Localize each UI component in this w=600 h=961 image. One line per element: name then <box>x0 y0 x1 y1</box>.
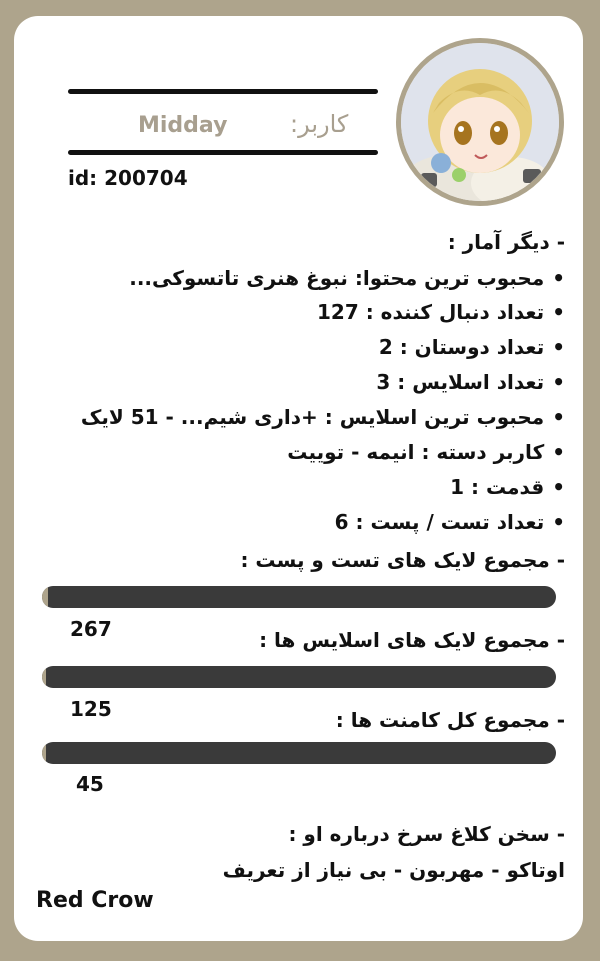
quote-heading: - سخن کلاغ سرخ درباره او : <box>288 822 565 846</box>
user-id: id: 200704 <box>68 166 188 190</box>
stat-seniority: • قدمت : 1 <box>450 475 565 499</box>
stat-user-category: • کاربر دسته : انیمه - توییت <box>287 440 565 464</box>
stat-slices: • تعداد اسلایس : 3 <box>376 370 565 394</box>
stat-favorite-slice: • محبوب ترین اسلایس : +داری شیم... - 51 لایک <box>81 405 565 429</box>
signature: Red Crow <box>36 888 154 913</box>
total-comments-value: 45 <box>76 772 104 796</box>
total-likes-slices-bar <box>42 666 556 688</box>
total-comments-label: - مجموع کل کامنت ها : <box>335 708 565 732</box>
total-likes-slices-value: 125 <box>70 697 112 721</box>
profile-card <box>14 16 583 941</box>
stat-friends: • تعداد دوستان : 2 <box>379 335 565 359</box>
stats-heading: - دیگر آمار : <box>447 230 565 254</box>
stat-favorite-content: • محبوب ترین محتوا: نبوغ هنری تاتسوکی... <box>129 266 565 290</box>
total-likes-slices-fill <box>42 666 46 688</box>
stat-followers: • تعداد دنبال کننده : 127 <box>317 300 565 324</box>
quote-text: اوتاکو - مهربون - بی نیاز از تعریف <box>222 858 565 882</box>
username[interactable]: Midday <box>138 113 228 138</box>
total-comments-fill <box>42 742 46 764</box>
stat-tests-posts: • تعداد تست / پست : 6 <box>335 510 565 534</box>
total-likes-posts-value: 267 <box>70 617 112 641</box>
total-likes-posts-fill <box>42 586 48 608</box>
avatar[interactable] <box>396 38 564 206</box>
header-divider-bottom <box>68 150 378 155</box>
anime-girl-avatar-icon <box>401 43 559 201</box>
user-label: کاربر: <box>290 110 349 138</box>
total-comments-bar <box>42 742 556 764</box>
header-divider-top <box>68 89 378 94</box>
total-likes-posts-bar <box>42 586 556 608</box>
total-likes-slices-label: - مجموع لایک های اسلایس ها : <box>259 628 565 652</box>
total-likes-posts-label: - مجموع لایک های تست و پست : <box>240 548 565 572</box>
